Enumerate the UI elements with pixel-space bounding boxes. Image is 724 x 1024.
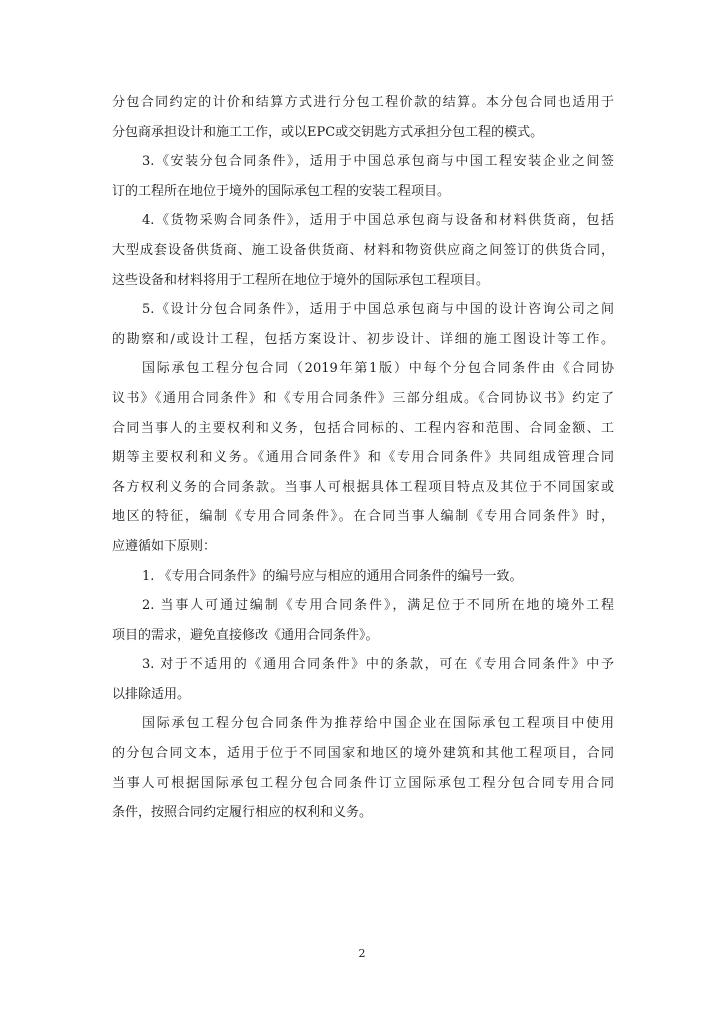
text-line: 当事人可根据国际承包工程分包合同条件订立国际承包工程分包合同专用合同 [112, 775, 614, 791]
text-line: 以排除适用。 [112, 686, 191, 702]
text-line: 2. 当事人可通过编制《专用合同条件》，满足位于不同所在地的境外工程 [142, 598, 614, 614]
text-line: 的勘察和/或设计工程，包括方案设计、初步设计、详细的施工图设计等工作。 [112, 331, 614, 347]
text-line: 3.《安装分包合同条件》，适用于中国总承包商与中国工程安装企业之间签 [142, 154, 614, 170]
text-line: 1. 《专用合同条件》的编号应与相应的通用合同条件的编号一致。 [142, 568, 523, 584]
text-line: 项目的需求，避免直接修改《通用合同条件》。 [112, 627, 379, 643]
text-line: 应遵循如下原则： [112, 538, 217, 554]
text-line: 议书》《通用合同条件》和《专用合同条件》三部分组成。《合同协议书》约定了 [112, 390, 614, 406]
text-line: 分包商承担设计和施工工作，或以EPC或交钥匙方式承担分包工程的模式。 [112, 124, 544, 140]
text-line: 5.《设计分包合同条件》，适用于中国总承包商与中国的设计咨询公司之间 [142, 302, 614, 318]
text-line: 的分包合同文本，适用于位于不同国家和地区的境外建筑和其他工程项目，合同 [112, 746, 614, 762]
text-line: 国际承包工程分包合同条件为推荐给中国企业在国际承包工程项目中使用 [142, 716, 614, 732]
text-line: 地区的特征，编制《专用合同条件》。在合同当事人编制《专用合同条件》时， [112, 509, 614, 525]
text-line: 这些设备和材料将用于工程所在地位于境外的国际承包工程项目。 [112, 272, 490, 288]
text-line: 各方权利义务的合同条款。当事人可根据具体工程项目特点及其位于不同国家或 [112, 479, 614, 495]
text-line: 条件，按照合同约定履行相应的权利和义务。 [112, 805, 373, 821]
text-line: 订的工程所在地位于境外的国际承包工程的安装工程项目。 [112, 183, 451, 199]
text-line: 分包合同约定的计价和结算方式进行分包工程价款的结算。本分包合同也适用于 [112, 95, 614, 110]
text-line: 4.《货物采购合同条件》，适用于中国总承包商与设备和材料供货商，包括 [142, 213, 614, 229]
text-line: 国际承包工程分包合同（2019年第1版）中每个分包合同条件由《合同协 [142, 361, 614, 377]
text-line: 合同当事人的主要权利和义务，包括合同标的、工程内容和范围、合同金额、工 [112, 420, 614, 436]
text-line: 期等主要权利和义务。《通用合同条件》和《专用合同条件》共同组成管理合同 [112, 450, 614, 466]
page-number: 2 [358, 947, 366, 960]
text-line: 大型成套设备供货商、施工设备供货商、材料和物资供应商之间签订的供货合同， [112, 242, 614, 258]
text-line: 3. 对于不适用的《通用合同条件》中的条款，可在《专用合同条件》中予 [142, 657, 614, 673]
body-text [112, 88, 614, 828]
